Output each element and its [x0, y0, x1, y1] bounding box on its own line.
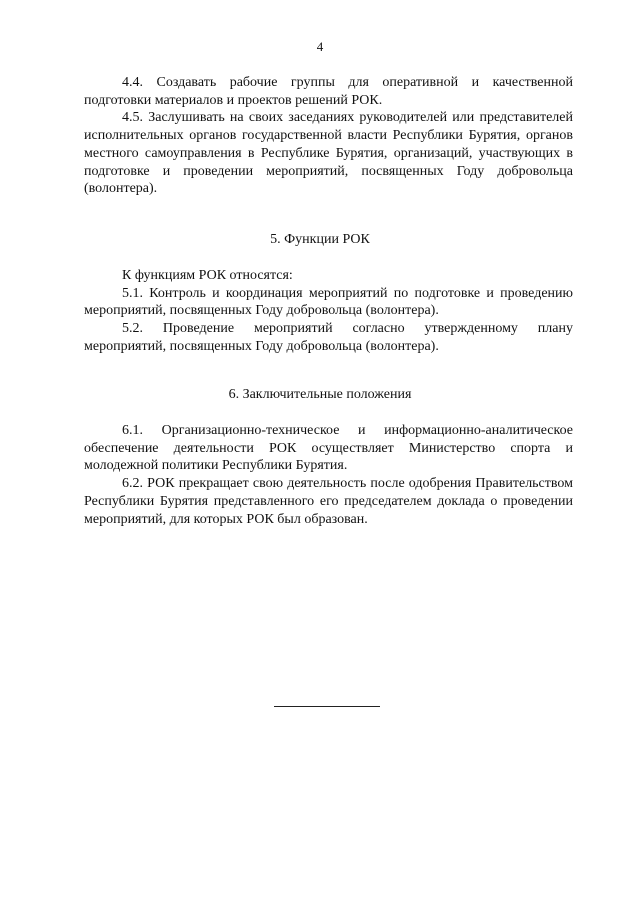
paragraph-5-1: 5.1. Контроль и координация мероприятий по подготовке и проведению мероприятий, посвященных Году добровольца (волонтера). [84, 285, 573, 319]
paragraph-6-1: 6.1. Организационно-техническое и информационно-аналитическое обеспечение деятельности РОК осуществляет Министерство спорта и молодежной политики Республики Бурятия. [84, 423, 573, 474]
section-5-body [84, 267, 573, 356]
closing-rule [274, 706, 380, 707]
section-5-heading: 5. Функции РОК [270, 232, 370, 247]
paragraph-5-2: 5.2. Проведение мероприятий согласно утвержденному плану мероприятий, посвященных Году добровольца (волонтера). [84, 321, 573, 354]
paragraph-6-2: 6.2. РОК прекращает свою деятельность после одобрения Правительством Республики Бурятия представленного его председателем доклада о проведении мероприятий, для которых РОК был образован. [84, 476, 573, 527]
section-6-heading: 6. Заключительные положения [228, 387, 412, 402]
section-5-intro: К функциям РОК относятся: [122, 268, 293, 283]
paragraph-4-5: 4.5. Заслушивать на своих заседаниях руководителей или представителей исполнительных органов государственной власти Республики Бурятия, органов местного самоуправления в Республике Бурятия, организаций, участвующих в подготовке и проведении мероприятий, посвященных Году добровольца (волонтера). [84, 110, 573, 197]
page-number: 4 [316, 39, 324, 54]
paragraph-4-4: 4.4. Создавать рабочие группы для оперативной и качественной подготовки материалов и проектов решений РОК. [84, 75, 573, 108]
section-4-continuation [84, 74, 573, 198]
section-6-body [84, 422, 573, 528]
